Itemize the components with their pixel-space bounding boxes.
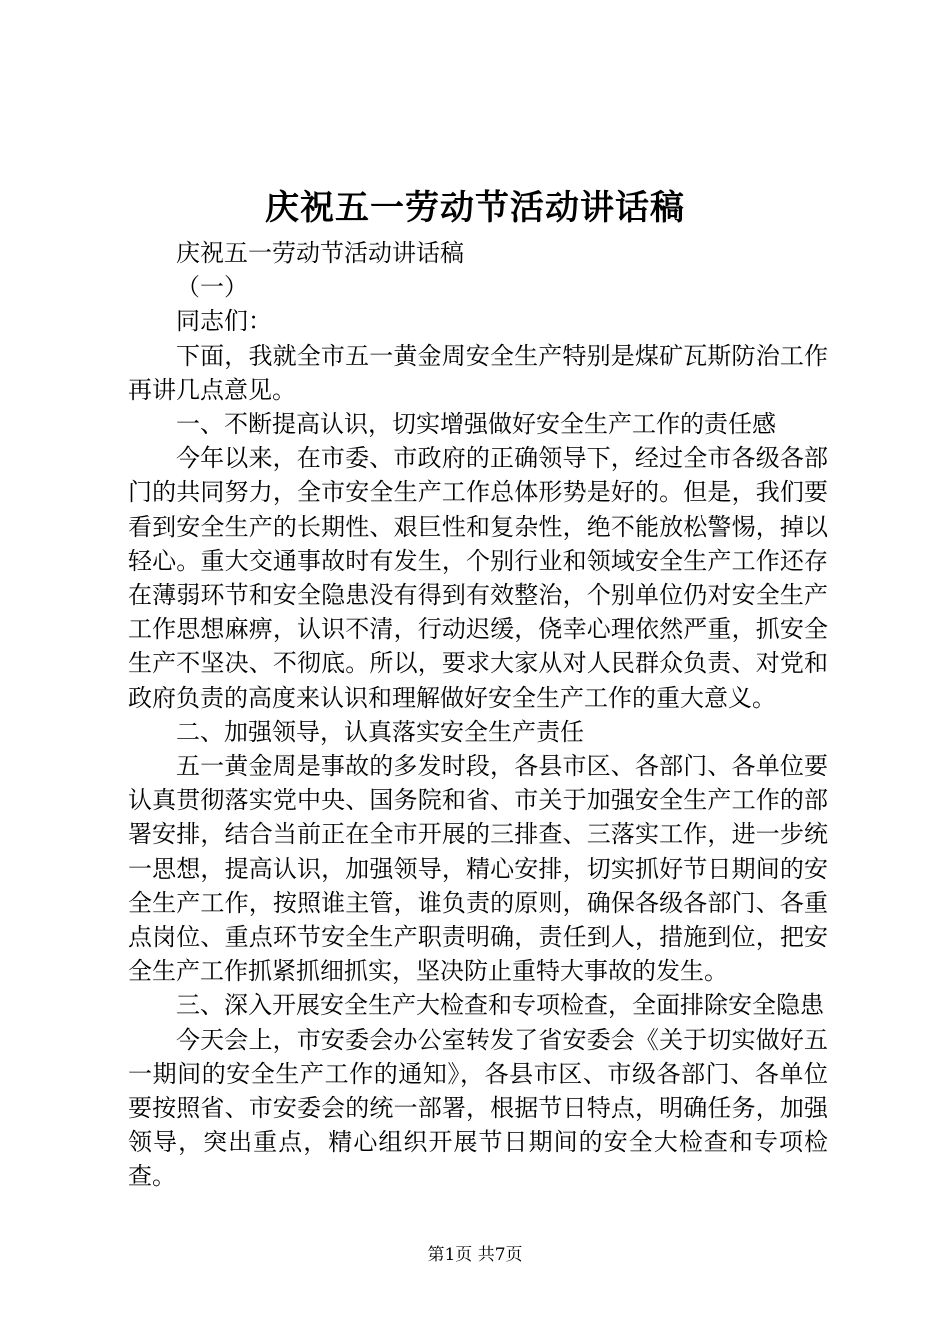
section-heading: 一、不断提高认识，切实增强做好安全生产工作的责任感 xyxy=(176,410,776,439)
document-title: 庆祝五一劳动节活动讲话稿 xyxy=(265,188,685,228)
body-paragraph: 今天会上，市安委会办公室转发了省安委会《关于切实做好五一期间的安全生产工作的通知》，各县市区、市级各部门、各单位要按照省、市安委会的统一部署，根据节日特点，明确任务，加强领导，突出重点，精心组织开展节日期间的安全大检查和专项检查。 xyxy=(128,1025,828,1191)
section-heading: 三、深入开展安全生产大检查和专项检查，全面排除安全隐患 xyxy=(176,991,824,1020)
body-paragraph: 下面，我就全市五一黄金周安全生产特别是煤矿瓦斯防治工作再讲几点意见。 xyxy=(128,341,828,404)
body-paragraph: 今年以来，在市委、市政府的正确领导下，经过全市各级各部门的共同努力，全市安全生产工作总体形势是好的。但是，我们要看到安全生产的长期性、艰巨性和复杂性，绝不能放松警惕，掉以轻心。重大交通事故时有发生，个别行业和领域安全生产工作还存在薄弱环节和安全隐患没有得到有效整治，个别单位仍对安全生产工作思想麻痹，认识不清，行动迟缓，侥幸心理依然严重，抓安全生产不坚决、不彻底。所以，要求大家从对人民群众负责、对党和政府负责的高度来认识和理解做好安全生产工作的重大意义。 xyxy=(128,444,828,712)
section-marker: （一） xyxy=(176,273,248,302)
document-body xyxy=(128,236,828,1194)
document-subtitle: 庆祝五一劳动节活动讲话稿 xyxy=(176,239,464,267)
page-footer: 第1页 共7页 xyxy=(427,1245,523,1265)
body-paragraph: 五一黄金周是事故的多发时段，各县市区、各部门、各单位要认真贯彻落实党中央、国务院和省、市关于加强安全生产工作的部署安排，结合当前正在全市开展的三排查、三落实工作，进一步统一思想，提高认识，加强领导，精心安排，切实抓好节日期间的安全生产工作，按照谁主管，谁负责的原则，确保各级各部门、各重点岗位、重点环节安全生产职责明确，责任到人，措施到位，把安全生产工作抓紧抓细抓实，坚决防止重特大事故的发生。 xyxy=(128,752,828,986)
section-heading: 二、加强领导，认真落实安全生产责任 xyxy=(176,717,584,746)
salutation: 同志们： xyxy=(176,307,272,336)
